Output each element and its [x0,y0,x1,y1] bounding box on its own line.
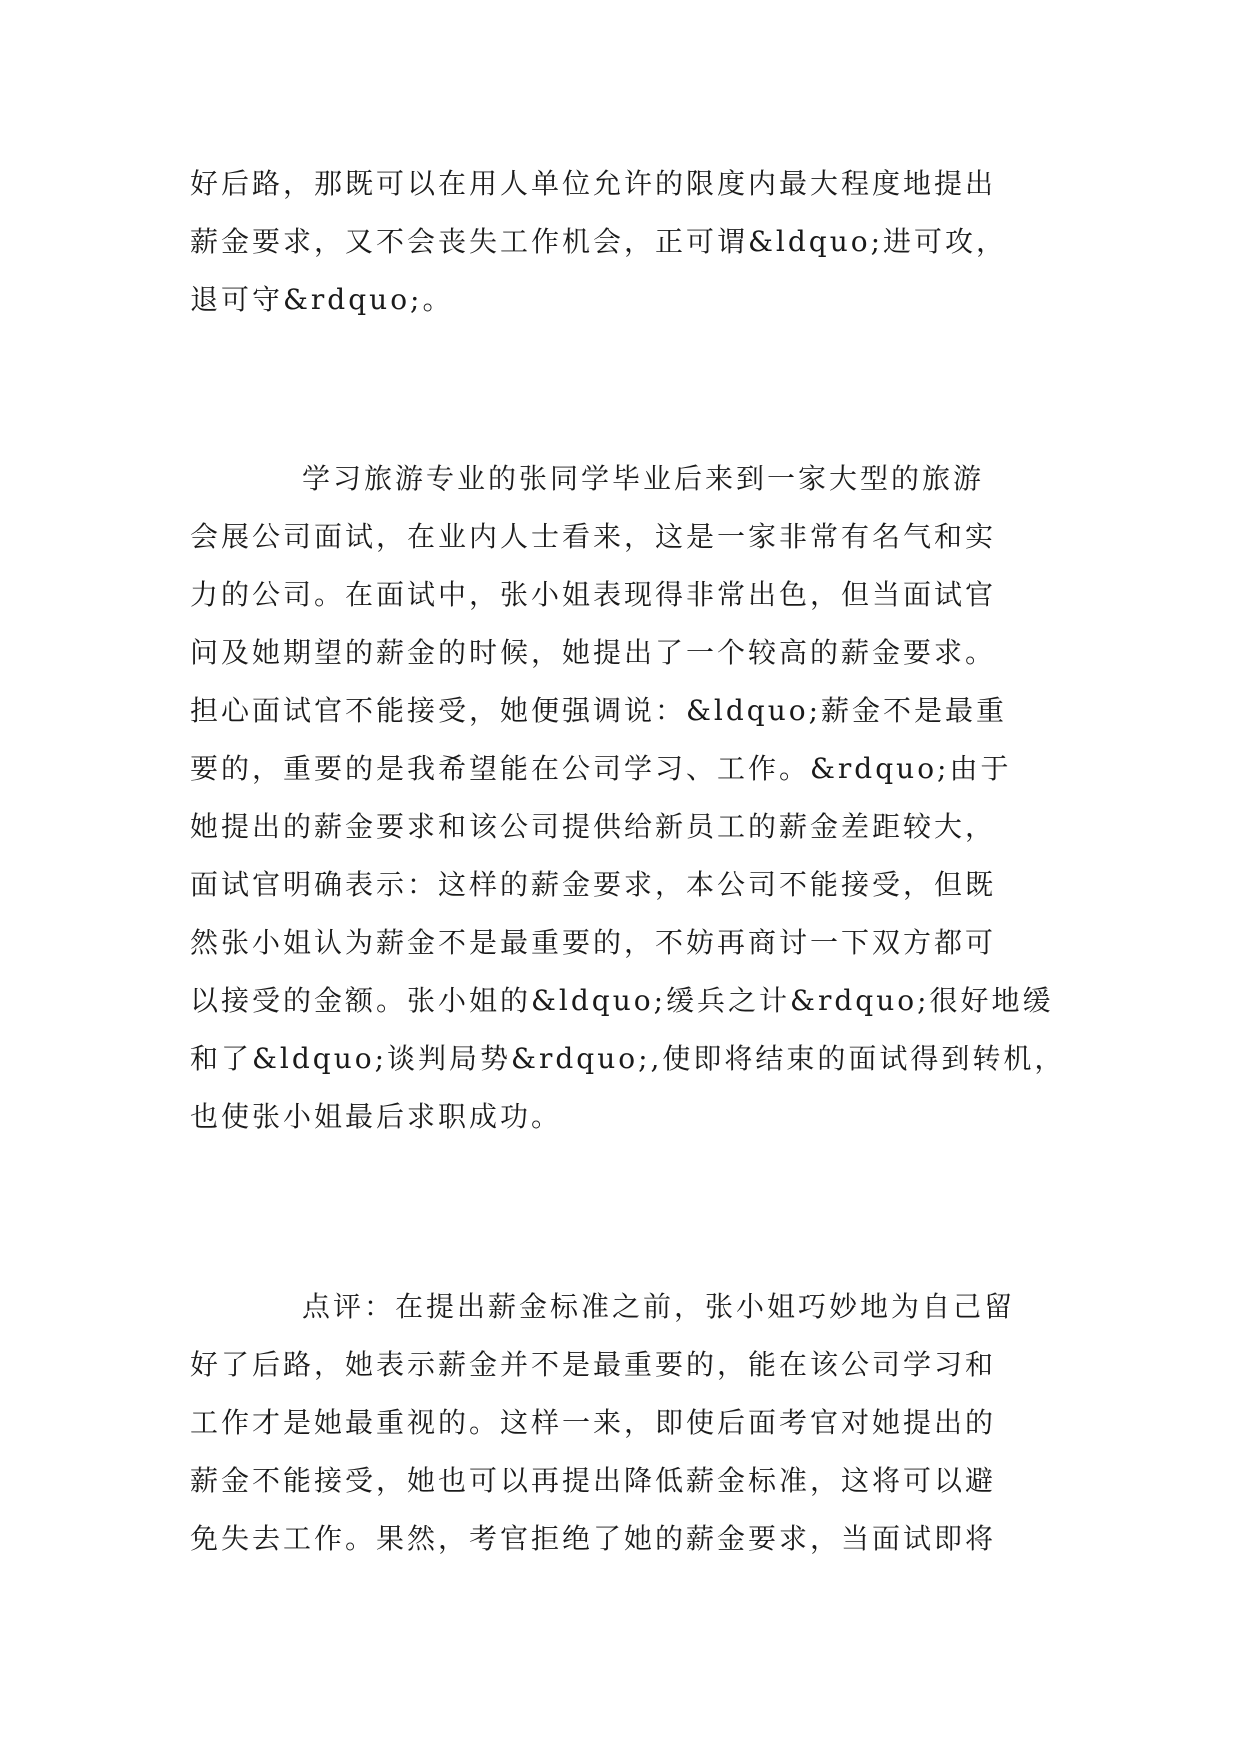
text-line: 担心面试官不能接受，她便强调说：&ldquo;薪金不是最重 [190,694,1008,727]
text-line: 也使张小姐最后求职成功。 [190,1100,563,1133]
text-line: 她提出的薪金要求和该公司提供给新员工的薪金差距较大， [190,810,997,843]
text-line: 以接受的金额。张小姐的&ldquo;缓兵之计&rdquo;很好地缓 [190,984,1054,1017]
text-line: 要的，重要的是我希望能在公司学习、工作。&rdquo;由于 [190,752,1012,785]
text-line: 退可守&rdquo;。 [190,283,454,316]
text-line: 点评：在提出薪金标准之前，张小姐巧妙地为自己留 [302,1290,1016,1323]
text-line: 免失去工作。果然，考官拒绝了她的薪金要求，当面试即将 [190,1522,997,1555]
paragraph-continuation [190,155,1070,329]
paragraph-commentary [190,1278,1070,1568]
text-line: 和了&ldquo;谈判局势&rdquo;,使即将结束的面试得到转机， [190,1042,1066,1075]
text-line: 会展公司面试，在业内人士看来，这是一家非常有名气和实 [190,520,997,553]
text-line: 力的公司。在面试中，张小姐表现得非常出色，但当面试官 [190,578,997,611]
text-line: 工作才是她最重视的。这样一来，即使后面考官对她提出的 [190,1406,997,1439]
text-line: 学习旅游专业的张同学毕业后来到一家大型的旅游 [302,462,985,495]
paragraph-case-story [190,450,1070,1146]
text-line: 薪金要求，又不会丧失工作机会，正可谓&ldquo;进可攻， [190,225,1008,258]
text-line: 好后路，那既可以在用人单位允许的限度内最大程度地提出 [190,167,997,200]
text-line: 面试官明确表示：这样的薪金要求，本公司不能接受，但既 [190,868,997,901]
text-line: 问及她期望的薪金的时候，她提出了一个较高的薪金要求。 [190,636,997,669]
text-line: 然张小姐认为薪金不是最重要的，不妨再商讨一下双方都可 [190,926,997,959]
text-line: 薪金不能接受，她也可以再提出降低薪金标准，这将可以避 [190,1464,997,1497]
text-line: 好了后路，她表示薪金并不是最重要的，能在该公司学习和 [190,1348,997,1381]
